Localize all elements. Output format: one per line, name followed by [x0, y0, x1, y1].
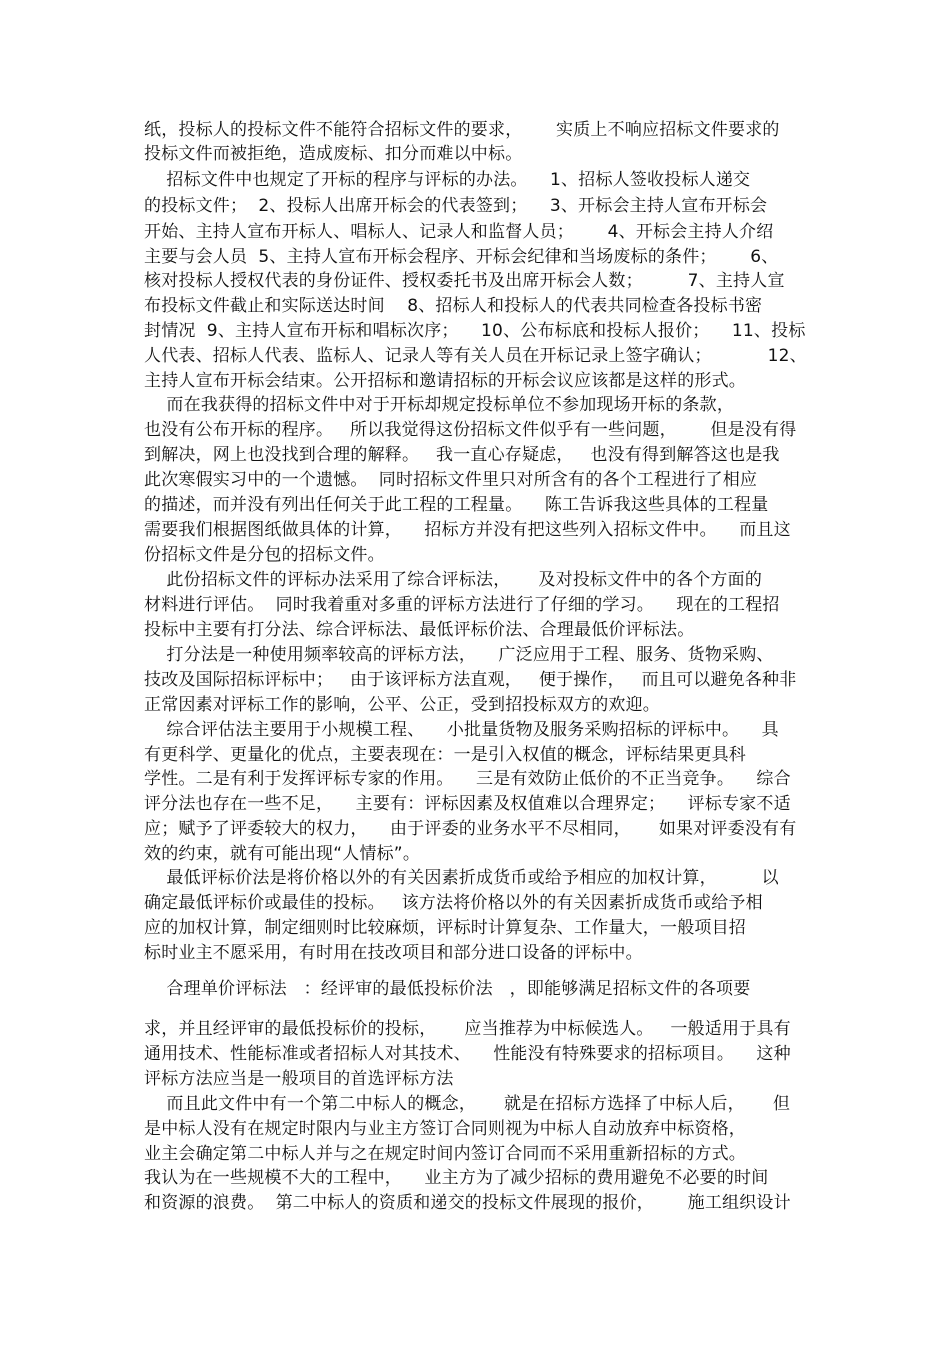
text-line: 此次寒假实习中的一个遗憾。 同时招标文件里只对所含有的各个工程进行了相应 — [144, 470, 758, 490]
text-line: 正常因素对评标工作的影响，公平、公正，受到招投标双方的欢迎。 — [144, 695, 660, 715]
text-line: 份招标文件是分包的招标文件。 — [144, 545, 385, 565]
text-line: 我认为在一些规模不大的工程中， 业主方为了减少招标的费用避免不必要的时间 — [144, 1168, 769, 1188]
text-line: 综合评估法主要用于小规模工程、 小批量货物及服务采购招标的评标中。 具 — [144, 720, 779, 740]
text-line: 评标方法应当是一般项目的首选评标方法 — [144, 1069, 454, 1089]
text-line: 纸，投标人的投标文件不能符合招标文件的要求， 实质上不响应招标文件要求的 — [144, 120, 780, 140]
text-line: 招标文件中也规定了开标的程序与评标的办法。 1、招标人签收投标人递交 — [144, 170, 751, 190]
text-line: 合理单价评标法 ：经评审的最低投标价法 ，即能够满足招标文件的各项要 — [144, 979, 751, 999]
text-line: 人代表、招标人代表、监标人、记录人等有关人员在开标记录上签字确认； 12、 — [144, 346, 807, 366]
text-line: 封情况 9、主持人宣布开标和唱标次序； 10、公布标底和投标人报价； 11、投标 — [144, 321, 806, 341]
text-line: 通用技术、性能标准或者招标人对其技术、 性能没有特殊要求的招标项目。 这种 — [144, 1044, 791, 1064]
text-line: 到解决，网上也没找到合理的解释。 我一直心存疑虑， 也没有得到解答这也是我 — [144, 445, 780, 465]
text-line: 标时业主不愿采用，有时用在技改项目和部分进口设备的评标中。 — [144, 943, 643, 963]
text-line: 的描述，而并没有列出任何关于此工程的工程量。 陈工告诉我这些具体的工程量 — [144, 495, 769, 515]
text-line: 应的加权计算，制定细则时比较麻烦，评标时计算复杂、工作量大，一般项目招 — [144, 918, 746, 938]
text-line: 应；赋予了评委较大的权力， 由于评委的业务水平不尽相同， 如果对评委没有有 — [144, 819, 797, 839]
text-line: 投标文件而被拒绝，造成废标、扣分而难以中标。 — [144, 144, 523, 164]
text-line: 需要我们根据图纸做具体的计算， 招标方并没有把这些列入招标文件中。 而且这 — [144, 520, 791, 540]
text-line: 核对投标人授权代表的身份证件、授权委托书及出席开标会人数； 7、主持人宣 — [144, 271, 785, 291]
text-line: 和资源的浪费。 第二中标人的资质和递交的投标文件展现的报价， 施工组织设计 — [144, 1193, 791, 1213]
text-line: 主要与会人员 5、主持人宣布开标会程序、开标会纪律和当场废标的条件； 6、 — [144, 247, 779, 267]
text-line: 业主会确定第二中标人并与之在规定时间内签订合同而不采用重新招标的方式。 — [144, 1144, 746, 1164]
text-line: 有更科学、更量化的优点，主要表现在：一是引入权值的概念，评标结果更具科 — [144, 745, 746, 765]
text-line: 而且此文件中有一个第二中标人的概念， 就是在招标方选择了中标人后， 但 — [144, 1094, 791, 1114]
text-line: 求，并且经评审的最低投标价的投标， 应当推荐为中标候选人。 一般适用于具有 — [144, 1019, 791, 1039]
text-line: 此份招标文件的评标办法采用了综合评标法， 及对投标文件中的各个方面的 — [144, 570, 763, 590]
text-line: 技改及国际招标评标中； 由于该评标方法直观， 便于操作， 而且可以避免各种非 — [144, 670, 797, 690]
text-line: 评分法也存在一些不足， 主要有：评标因素及权值难以合理界定； 评标专家不适 — [144, 794, 791, 814]
text-line: 而在我获得的招标文件中对于开标却规定投标单位不参加现场开标的条款， — [144, 395, 735, 415]
text-line: 投标中主要有打分法、综合评标法、最低评标价法、合理最低价评标法。 — [144, 620, 695, 640]
text-line: 布投标文件截止和实际送达时间 8、招标人和投标人的代表共同检查各投标书密 — [144, 296, 763, 316]
text-line: 是中标人没有在规定时限内与业主方签订合同则视为中标人自动放弃中标资格， — [144, 1119, 746, 1139]
text-line: 确定最低评标价或最佳的投标。 该方法将价格以外的有关因素折成货币或给予相 — [144, 893, 763, 913]
text-line: 最低评标价法是将价格以外的有关因素折成货币或给予相应的加权计算， 以 — [144, 868, 779, 888]
text-line: 的投标文件； 2、投标人出席开标会的代表签到； 3、开标会主持人宣布开标会 — [144, 196, 768, 216]
text-line: 学性。二是有利于发挥评标专家的作用。 三是有效防止低价的不正当竞争。 综合 — [144, 769, 791, 789]
text-line: 开始、主持人宣布开标人、唱标人、记录人和监督人员； 4、开标会主持人介绍 — [144, 222, 774, 242]
text-line: 效的约束，就有可能出现“人情标”。 — [144, 844, 421, 864]
text-line: 主持人宣布开标会结束。公开招标和邀请招标的开标会议应该都是这样的形式。 — [144, 371, 746, 391]
text-line: 材料进行评估。 同时我着重对多重的评标方法进行了仔细的学习。 现在的工程招 — [144, 595, 780, 615]
text-line: 打分法是一种使用频率较高的评标方法， 广泛应用于工程、服务、货物采购、 — [144, 645, 774, 665]
text-line: 也没有公布开标的程序。 所以我觉得这份招标文件似乎有一些问题， 但是没有得 — [144, 420, 797, 440]
